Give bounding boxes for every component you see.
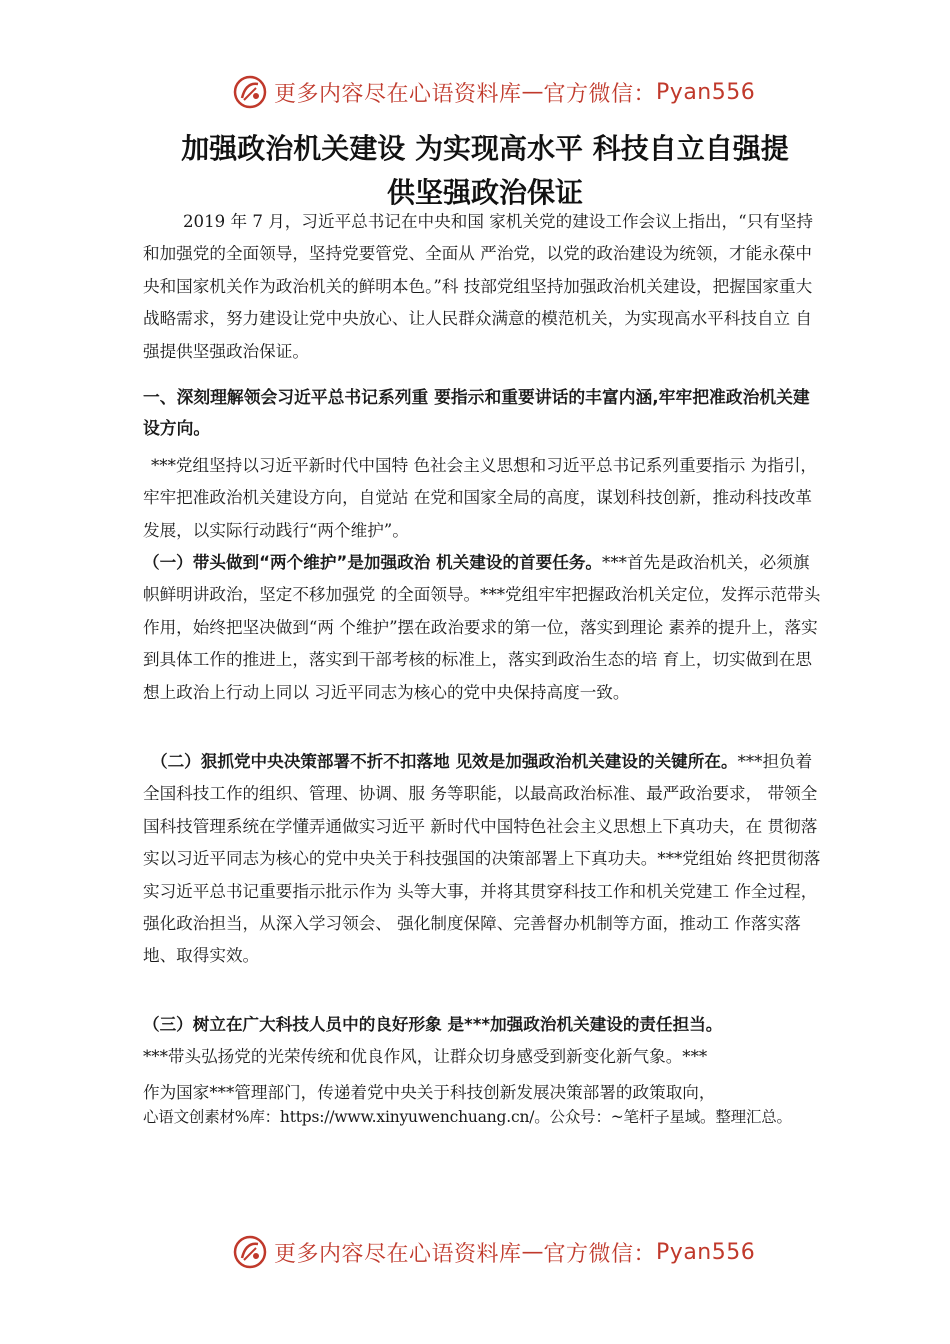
- red-seal-logo-icon: [232, 1234, 268, 1270]
- subsection-1-body: ***首先是政治机关，必须旗帜鲜明讲政治，坚定不移加强党 的全面领导。***党组牢牢把握政治机关定位，发挥示范带头作用，始终把坚决做到“两 个维护”摆在政治要求的第一位，落实到理论 素养的提升上，落实到具体工作的推进上，落实到干部考核的标准上，落实到政治生态的培 育上，切实做到在思想上政治上行动上同以 习近平同志为核心的党中央保持高度一致。: [143, 553, 821, 702]
- watermark-title: 更多内容尽在心语资料库: [274, 1241, 522, 1267]
- document-title-line-1: 加强政治机关建设 为实现高水平 科技自立自强提: [181, 132, 789, 165]
- subsection-1-heading: （一）带头做到“两个维护”是加强政治 机关建设的首要任务。: [143, 553, 603, 572]
- paragraph-subsection-3-line-1: ***带头弘扬党的光荣传统和优良作风，让群众切身感受到新变化新气象。***: [143, 1047, 708, 1066]
- watermark-separator: —: [521, 1239, 544, 1265]
- paragraph-subsection-3-line-2: 作为国家***管理部门，传递着党中央关于科技创新发展决策部署的政策取向，: [143, 1083, 716, 1102]
- subsection-2-body: ***担负着全国科技工作的组织、管理、协调、服 务等职能，以最高政治标准、最严政治要求， 带领全国科技管理系统在学懂弄通做实习近平 新时代中国特色社会主义思想上下真功夫，在 贯彻落实以习近平同志为核心的党中央关于科技强国的决策部署上下真功夫。***党组始 终把贯彻落实习近平总书记重要指示批示作为 头等大事，并将其贯穿科技工作和机关党建工 作全过程，强化政治担当，从深入学习领会、 强化制度保障、完善督办机制等方面，推动工 作落实落地、取得实效。: [143, 752, 821, 966]
- watermark-wechat-label: 官方微信：: [543, 81, 657, 107]
- watermark-title: 更多内容尽在心语资料库: [274, 81, 522, 107]
- paragraph-intro: 2019 年 7 月，习近平总书记在中央和国 家机关党的建设工作会议上指出，“只有坚持 和加强党的全面领导，坚持党要管党、全面从 严治党，以党的政治建设为统领，才能永葆中 央和国家机关作为政治机关的鲜明本色。”科 技部党组坚持加强政治机关建设，把握国家重大战略需求，努力建设让党中央放心、让人民群众满意的模范机关，为实现高水平科技自立 自强提供坚强政治保证。: [143, 212, 813, 361]
- document-title-line-2: 供坚强政治保证: [386, 176, 583, 209]
- watermark-banner-bottom: [232, 1232, 755, 1272]
- watermark-separator: —: [521, 79, 544, 105]
- paragraph-subsection-1: [143, 547, 823, 709]
- source-footer-note: 心语文创素材%库：https://www.xinyuwenchuang.cn/。公众号：~笔杆子星域。整理汇总。: [143, 1108, 792, 1126]
- paragraph-subsection-2: [143, 746, 823, 973]
- watermark-wechat-id: Pyan556: [656, 79, 756, 105]
- watermark-banner-top: [232, 72, 755, 112]
- subsection-2-heading: （二）狠抓党中央决策部署不折不扣落地 见效是加强政治机关建设的关键所在。: [151, 752, 738, 771]
- red-seal-logo-icon: [232, 74, 268, 110]
- section-heading-1: 一、深刻理解领会习近平总书记系列重 要指示和重要讲话的丰富内涵,牢牢把准政治机关建设方向。: [143, 387, 810, 438]
- paragraph-section-1: ***党组坚持以习近平新时代中国特 色社会主义思想和习近平总书记系列重要指示 为指引，牢牢把准政治机关建设方向，自觉站 在党和国家全局的高度，谋划科技创新，推动科技改革发展，以实际行动践行“两个维护”。: [143, 456, 818, 540]
- watermark-wechat-label: 官方微信：: [543, 1241, 657, 1267]
- watermark-wechat-id: Pyan556: [656, 1239, 756, 1265]
- subsection-3-heading: （三）树立在广大科技人员中的良好形象 是***加强政治机关建设的责任担当。: [143, 1015, 723, 1034]
